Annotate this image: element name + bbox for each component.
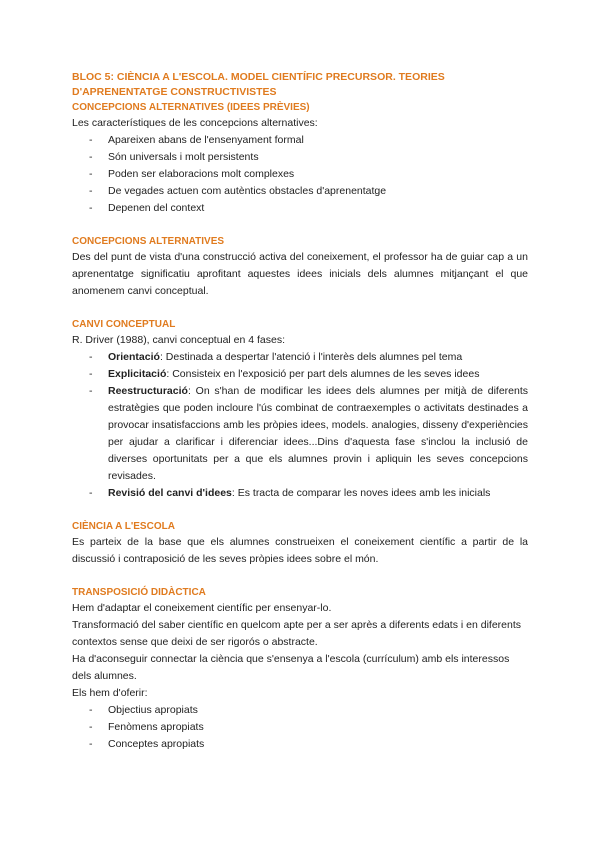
paragraph: Des del punt de vista d'una construcció activa del coneixement, el professor ha de guiar cap a un aprenentatge significatiu aprofitant aquestes idees inicials dels alumnes mitjançant el que anomenem canvi conceptual. <box>72 251 528 297</box>
phase-term: Revisió del canvi d'idees <box>108 487 232 499</box>
list-item: - Apareixen abans de l'ensenyament formal <box>72 132 528 149</box>
section-heading: CONCEPCIONS ALTERNATIVES (IDEES PRÈVIES) <box>72 102 310 113</box>
phase-text: : Destinada a despertar l'atenció i l'interès dels alumnes pel tema <box>159 351 463 363</box>
paragraph: Hem d'adaptar el coneixement científic per ensenyar-lo. <box>72 602 332 614</box>
phases-list <box>72 349 528 502</box>
list-item <box>72 485 528 502</box>
list-item: - Poden ser elaboracions molt complexes <box>72 166 528 183</box>
paragraph: Els hem d'oferir: <box>72 687 148 699</box>
section-heading: CANVI CONCEPTUAL <box>72 319 176 330</box>
list-item: - Objectius apropiats <box>72 702 528 719</box>
section-heading: TRANSPOSICIÓ DIDÀCTICA <box>72 587 206 598</box>
section-heading: CONCEPCIONS ALTERNATIVES <box>72 236 225 247</box>
list-item <box>72 383 528 485</box>
paragraph: Ha d'aconseguir connectar la ciència que s'ensenya a l'escola (currículum) amb els interessos dels alumnes. <box>72 653 510 682</box>
phase-term: Explicitació <box>108 368 167 380</box>
list-item <box>72 349 528 366</box>
paragraph: Es parteix de la base que els alumnes construeixen el coneixement científic a partir de la discussió i contraposició de les seves pròpies idees sobre el món. <box>72 536 528 565</box>
phase-term: Reestructuració <box>108 385 188 397</box>
list-item <box>72 366 528 383</box>
section-heading: CIÈNCIA A L'ESCOLA <box>72 521 175 532</box>
list-item: - Depenen del context <box>72 200 528 217</box>
list-item: - Conceptes apropiats <box>72 736 528 753</box>
list-item: - De vegades actuen com autèntics obstacles d'aprenentatge <box>72 183 528 200</box>
phase-text: : Consisteix en l'exposició per part dels alumnes de les seves idees <box>166 368 480 380</box>
paragraph: R. Driver (1988), canvi conceptual en 4 fases: <box>72 334 286 346</box>
paragraph: Transformació del saber científic en quelcom apte per a ser après a diferents edats i en diferents contextos sense que deixi de ser rigorós o abstracte. <box>72 619 522 648</box>
characteristics-list <box>72 132 528 217</box>
phase-text: : Es tracta de comparar les noves idees amb les inicials <box>231 487 491 499</box>
offer-list <box>72 702 528 753</box>
list-item: - Fenòmens apropiats <box>72 719 528 736</box>
paragraph: Les característiques de les concepcions alternatives: <box>72 117 318 129</box>
list-item: - Són universals i molt persistents <box>72 149 528 166</box>
phase-text: : On s'han de modificar les idees dels alumnes per mitjà de diferents estratègies que poden incloure l'ús combinat de contraexemples o activitats destinades a provocar insatisfaccions amb les pròpies idees, models. analogies, disseny d'experiències per ajudar a clarificar i diferenciar idees...Dins d'aquesta fase s'inclou la inclusió de diverses oportunitats per a que els alumnes provin i apliquin les seves concepcions revisades. <box>108 385 528 482</box>
phase-term: Orientació <box>108 351 160 363</box>
bloc-title: BLOC 5: CIÈNCIA A L'ESCOLA. MODEL CIENTÍFIC PRECURSOR. TEORIES D'APRENENTATGE CONSTRUCTIVISTES <box>72 71 445 98</box>
